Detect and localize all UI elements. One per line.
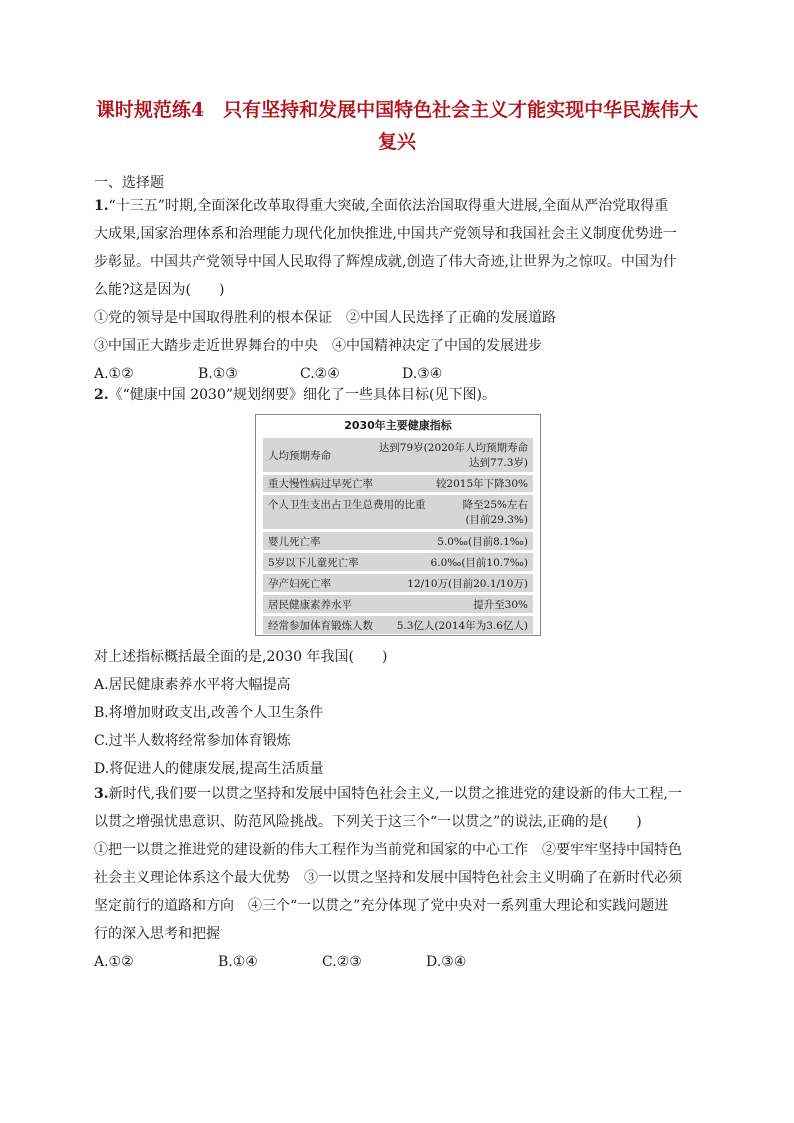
q3-line-3: ①把一以贯之推进党的建设新的伟大工程作为当前党和国家的中心工作 ②要牢牢坚持中国特色 [94,842,682,858]
q2-option-d[interactable]: D.将促进人的健康发展,提高生活质量 [94,761,324,777]
question-2-stem [94,381,706,409]
q1-option-c[interactable]: C.②④ [300,366,340,382]
q2-option-c[interactable]: C.过半人数将经常参加体育锻炼 [94,733,291,749]
q1-option-d[interactable]: D.③④ [402,366,443,382]
q2-option-a[interactable]: A.居民健康素养水平将大幅提高 [94,677,291,693]
question-3 [94,780,706,976]
q3-line-5: 坚定前行的道路和方向 ④三个“一以贯之”充分体现了党中央对一系列重大理论和实践问题进 [94,898,669,914]
title-line-1: 课时规范练4 只有坚持和发展中国特色社会主义才能实现中华民族伟大 [95,99,699,121]
q3-option-b[interactable]: B.①④ [218,954,258,970]
figure-row: 个人卫生支出占卫生总费用的比重 降至25%左右 (目前29.3%) [263,495,533,529]
q2-option-b[interactable]: B.将增加财政支出,改善个人卫生条件 [94,705,324,721]
q1-line-1: 1.“十三五”时期,全面深化改革取得重大突破,全面依法治国取得重大进展,全面从严治党取得重 [94,198,669,214]
figure-row: 居民健康素养水平 提升至30% [263,595,533,613]
q1-statement-1: ①党的领导是中国取得胜利的根本保证 ②中国人民选择了正确的发展道路 [94,310,556,326]
q2-stem: 《“健康中国 2030”规划纲要》细化了一些具体目标(见下图)。 [108,387,496,403]
figure-row: 婴儿死亡率 5.0‰(目前8.1‰) [263,532,533,550]
q1-option-a[interactable]: A.①② [94,366,134,382]
q3-line-6: 行的深入思考和把握 [94,926,220,942]
q3-line-4: 社会主义理论体系这个最大优势 ③一以贯之坚持和发展中国特色社会主义明确了在新时代必须 [94,870,682,886]
q3-option-c[interactable]: C.②③ [322,954,362,970]
q3-option-a[interactable]: A.①② [94,954,134,970]
q1-line-4: 么能?这是因为( ) [94,282,225,298]
health-indicators-figure [255,414,541,636]
page-title [90,94,704,158]
figure-row: 孕产妇死亡率 12/10万(目前20.1/10万) [263,574,533,592]
figure-row: 重大慢性病过早死亡率 较2015年下降30% [263,475,533,492]
q3-line-1: 3.新时代,我们要一以贯之坚持和发展中国特色社会主义,一以贯之推进党的建设新的伟大工程,一 [94,786,682,802]
section-heading: 一、选择题 [94,175,164,191]
q1-line-3: 步彰显。中国共产党领导中国人民取得了辉煌成就,创造了伟大奇迹,让世界为之惊叹。中国为什 [94,254,677,270]
q2-number: 2. [94,387,109,403]
title-line-2: 复兴 [377,131,416,153]
q3-option-d[interactable]: D.③④ [426,954,467,970]
q3-line-2: 以贯之增强忧患意识、防范风险挑战。下列关于这三个“一以贯之”的说法,正确的是( ) [94,814,642,830]
figure-row: 5岁以下儿童死亡率 6.0‰(目前10.7‰) [263,553,533,571]
q1-option-b[interactable]: B.①③ [198,366,238,382]
q1-line-2: 大成果,国家治理体系和治理能力现代化加快推进,中国共产党领导和我国社会主义制度优势进一 [94,226,677,242]
question-1 [94,192,706,388]
figure-title: 2030年主要健康指标 [344,419,452,432]
q3-number: 3. [94,786,109,802]
question-2-body [94,643,706,783]
q1-number: 1. [94,198,109,214]
q3-options [94,948,706,976]
figure-row: 人均预期寿命 达到79岁(2020年人均预期寿命 达到77.3岁) [263,438,533,472]
q2-question: 对上述指标概括最全面的是,2030 年我国( ) [94,649,388,665]
q1-statement-2: ③中国正大踏步走近世界舞台的中央 ④中国精神决定了中国的发展进步 [94,338,542,354]
figure-row: 经常参加体育锻炼人数 5.3亿人(2014年为3.6亿人) [263,616,533,634]
